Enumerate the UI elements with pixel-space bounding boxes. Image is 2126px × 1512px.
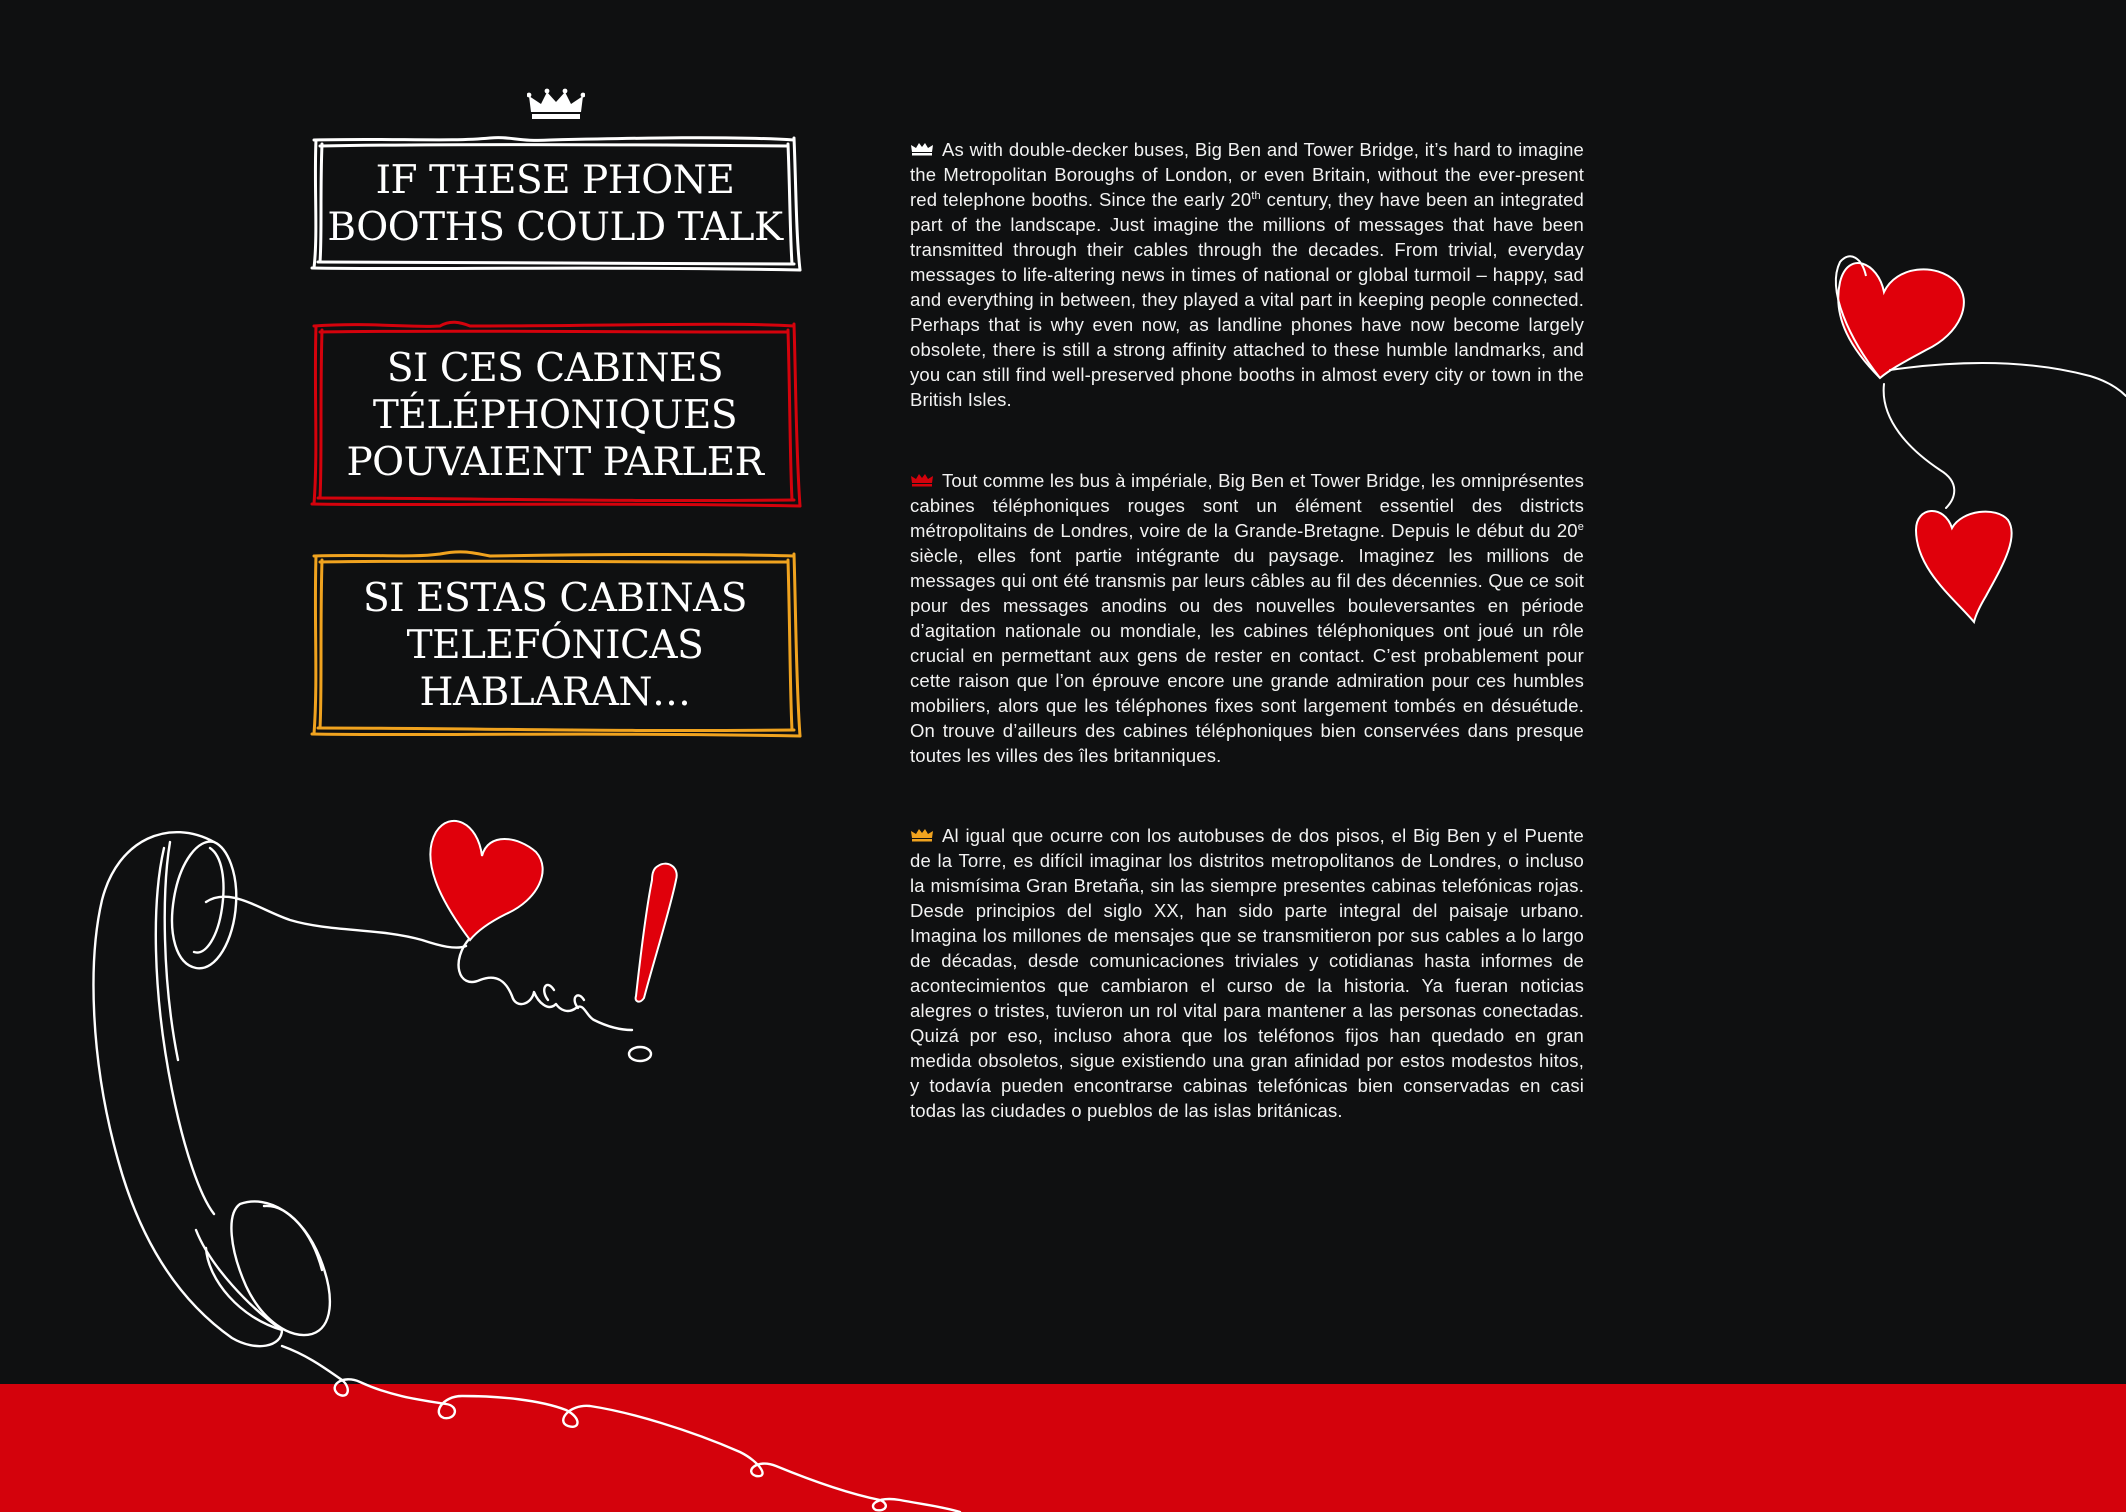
paragraph-french-ordinal: e	[1577, 520, 1584, 533]
title-box-english	[310, 134, 800, 274]
telephone-receiver-icon	[94, 832, 466, 1346]
title-spanish-line3: HABLARAN…	[419, 669, 691, 715]
title-french-line3: POUVAIENT PARLER	[346, 439, 764, 485]
heart-string	[1884, 363, 2126, 508]
red-footer-band	[0, 1384, 2126, 1512]
title-spanish-line2: TELEFÓNICAS	[406, 622, 704, 668]
title-box-spanish	[310, 550, 800, 740]
paragraph-french	[910, 468, 1584, 768]
crown-icon	[910, 142, 934, 156]
paragraph-english-text-a: As with double-decker buses, Big Ben and Tower Bridge, it’s hard to imagine the Metropolitan Boroughs of London, or even Britain, without the ever-present red telephone booths. Since the early 20	[910, 139, 1584, 210]
title-french	[332, 345, 777, 486]
paragraph-english-ordinal: th	[1251, 189, 1261, 202]
crown-icon	[910, 828, 934, 842]
title-spanish-line1: SI ESTAS CABINAS	[363, 575, 747, 621]
exclamation-mark	[636, 864, 677, 1002]
paragraph-english	[910, 137, 1584, 412]
heart-icon	[1916, 511, 2012, 622]
title-french-line2: TÉLÉPHONIQUES	[372, 392, 738, 438]
title-english	[313, 157, 796, 251]
title-french-line1: SI CES CABINES	[386, 345, 724, 391]
heart-icon	[430, 821, 542, 940]
paragraph-french-text-b: siècle, elles font partie intégrante du paysage. Imaginez les millions de messages qui ont été transmis par leurs câbles au fil des décennies. Que ce soit pour des messages anodins ou des nouvelles bouleversantes en période d’agitation nationale ou mondiale, les cabines téléphoniques ont joué un rôle crucial en permettant aux gens de rester en contact. C’est probablement pour cette raison que l’on éprouve encore une grande admiration pour ces humbles mobiliers, alors que les téléphones fixes sont largement tombés en désuétude. On trouve d’ailleurs des cabines téléphoniques bien conservées dans presque toutes les villes des îles britanniques.	[910, 545, 1584, 766]
paragraph-french-text-a: Tout comme les bus à impériale, Big Ben et Tower Bridge, les omniprésentes cabines téléphoniques rouges sont un élément essentiel des districts métropolitains de Londres, voire de la Grande-Bretagne. Depuis le début du 20	[910, 470, 1584, 541]
crown-icon	[527, 88, 585, 120]
heart-icon	[1836, 256, 1964, 378]
title-spanish	[349, 575, 761, 716]
title-english-line2: BOOTHS COULD TALK	[327, 205, 783, 250]
title-english-line1: IF THESE PHONE	[375, 158, 735, 203]
paragraph-english-text-b: century, they have been an integrated part of the landscape. Just imagine the millions of messages that have been transmitted through their cables through the decades. From trivial, everyday messages to life-altering news in times of national or global turmoil – happy, sad and everything in between, they played a vital part in keeping people connected. Perhaps that is why even now, as landline phones have now become largely obsolete, there is still a strong affinity attached to these humble landmarks, and you can still find well-preserved phone booths in almost every city or town in the British Isles.	[910, 189, 1584, 410]
crown-icon	[910, 473, 934, 487]
paragraph-spanish	[910, 823, 1584, 1123]
paragraph-spanish-text: Al igual que ocurre con los autobuses de dos pisos, el Big Ben y el Puente de la Torre, es difícil imaginar los distritos metropolitanos de Londres, o incluso la mismísima Gran Bretaña, sin las siempre presentes cabinas telefónicas rojas. Desde principios del siglo XX, han sido parte integral del paisaje urbano. Imagina los millones de mensajes que se transmitieron por sus cables a lo largo de décadas, desde comunicaciones triviales y cotidianas hasta informes de acontecimientos que cambiaron el curso de la historia. Ya fueran noticias alegres o tristes, tuvieron un rol vital para mantener a las personas conectadas. Quizá por eso, incluso ahora que los teléfonos fijos han quedado en gran medida obsoletos, sigue existiendo una gran afinidad por estos modestos hitos, y todavía pueden encontrarse cabinas telefónicas bien conservadas en casi todas las ciudades o pueblos de las islas británicas.	[910, 825, 1584, 1121]
title-box-french	[310, 320, 800, 510]
squiggle-line	[459, 938, 651, 1061]
